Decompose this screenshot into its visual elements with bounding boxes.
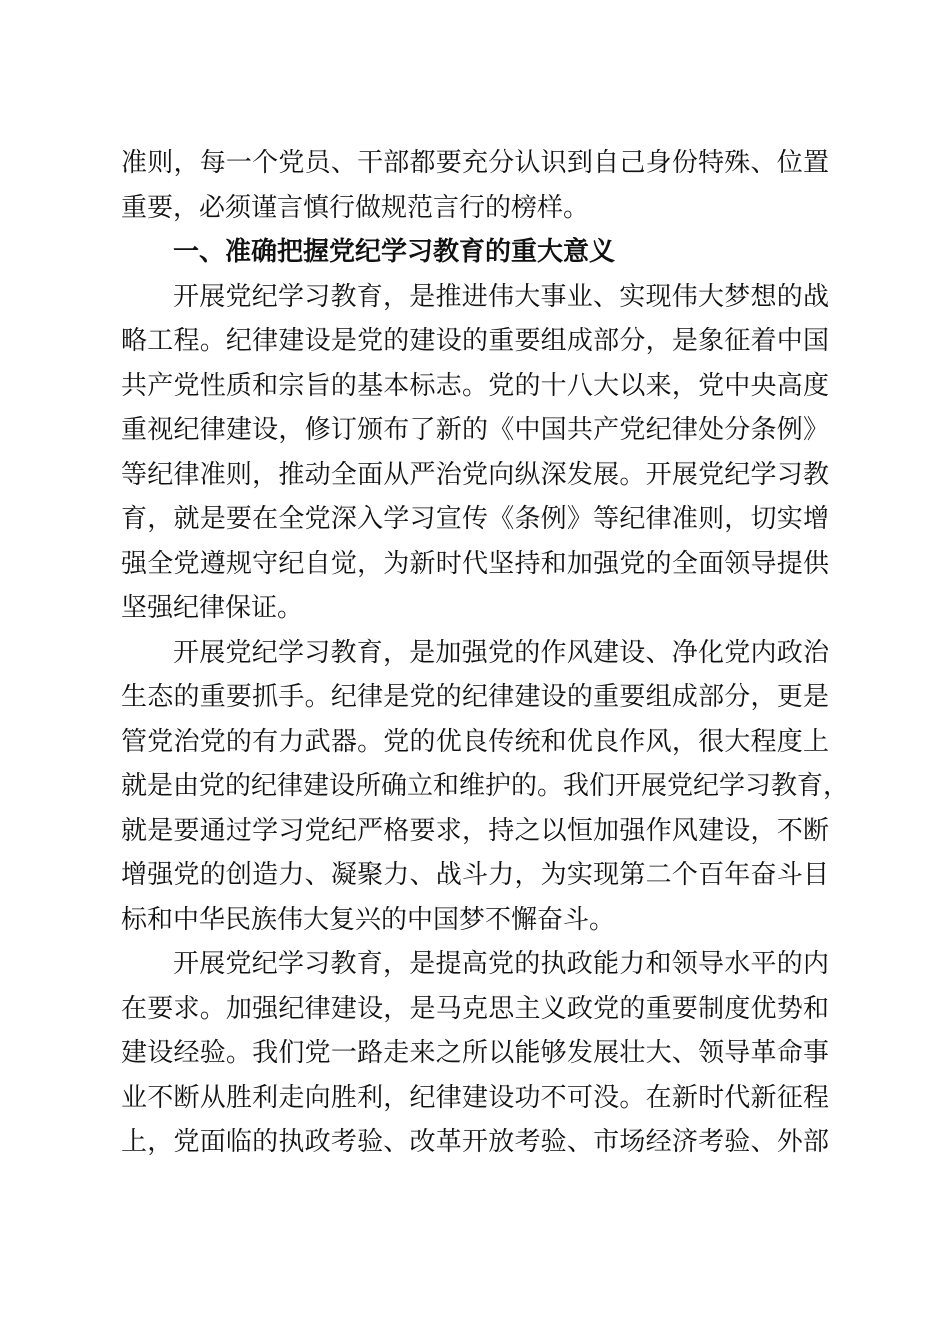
paragraph-line: 略工程。纪律建设是党的建设的重要组成部分，是象征着中国 [121,326,829,356]
section-heading: 一、准确把握党纪学习教育的重大意义 [173,237,616,267]
paragraph-line: 开展党纪学习教育，是提高党的执政能力和领导水平的内 [173,949,829,979]
paragraph-line: 建设经验。我们党一路走来之所以能够发展壮大、领导革命事 [121,1038,829,1068]
paragraph-line: 增强党的创造力、凝聚力、战斗力，为实现第二个百年奋斗目 [121,860,829,890]
paragraph-line: 开展党纪学习教育，是推进伟大事业、实现伟大梦想的战 [173,281,829,312]
paragraph-line: 管党治党的有力武器。党的优良传统和优良作风，很大程度上 [121,726,829,757]
paragraph-line: 强全党遵规守纪自觉，为新时代坚持和加强党的全面领导提供 [121,548,829,579]
paragraph-line: 就是由党的纪律建设所确立和维护的。我们开展党纪学习教育， [121,771,850,801]
paragraph-2 [121,631,850,943]
paragraph-line: 上，党面临的执政考验、改革开放考验、市场经济考验、外部 [121,1127,829,1157]
document-body [121,141,850,1165]
paragraph-1 [121,275,829,631]
paragraph-line: 共产党性质和宗旨的基本标志。党的十八大以来，党中央高度 [121,370,829,401]
intro-paragraph [121,141,829,230]
paragraph-line: 生态的重要抓手。纪律是党的纪律建设的重要组成部分，更是 [121,682,829,712]
paragraph-line: 标和中华民族伟大复兴的中国梦不懈奋斗。 [121,904,616,935]
intro-line: 重要，必须谨言慎行做规范言行的榜样。 [121,192,590,223]
paragraph-line: 重视纪律建设，修订颁布了新的《中国共产党纪律处分条例》 [121,415,829,445]
paragraph-3 [121,942,829,1165]
paragraph-line: 就是要通过学习党纪严格要求，持之以恒加强作风建设，不断 [121,815,829,846]
intro-line: 准则，每一个党员、干部都要充分认识到自己身份特殊、位置 [121,148,829,178]
paragraph-line: 育，就是要在全党深入学习宣传《条例》等纪律准则，切实增 [121,504,829,534]
paragraph-line: 开展党纪学习教育，是加强党的作风建设、净化党内政治 [173,637,829,668]
paragraph-line: 坚强纪律保证。 [121,593,304,623]
paragraph-line: 等纪律准则，推动全面从严治党向纵深发展。开展党纪学习教 [121,459,829,490]
paragraph-line: 业不断从胜利走向胜利，纪律建设功不可没。在新时代新征程 [121,1082,829,1113]
paragraph-line: 在要求。加强纪律建设，是马克思主义政党的重要制度优势和 [121,993,829,1024]
